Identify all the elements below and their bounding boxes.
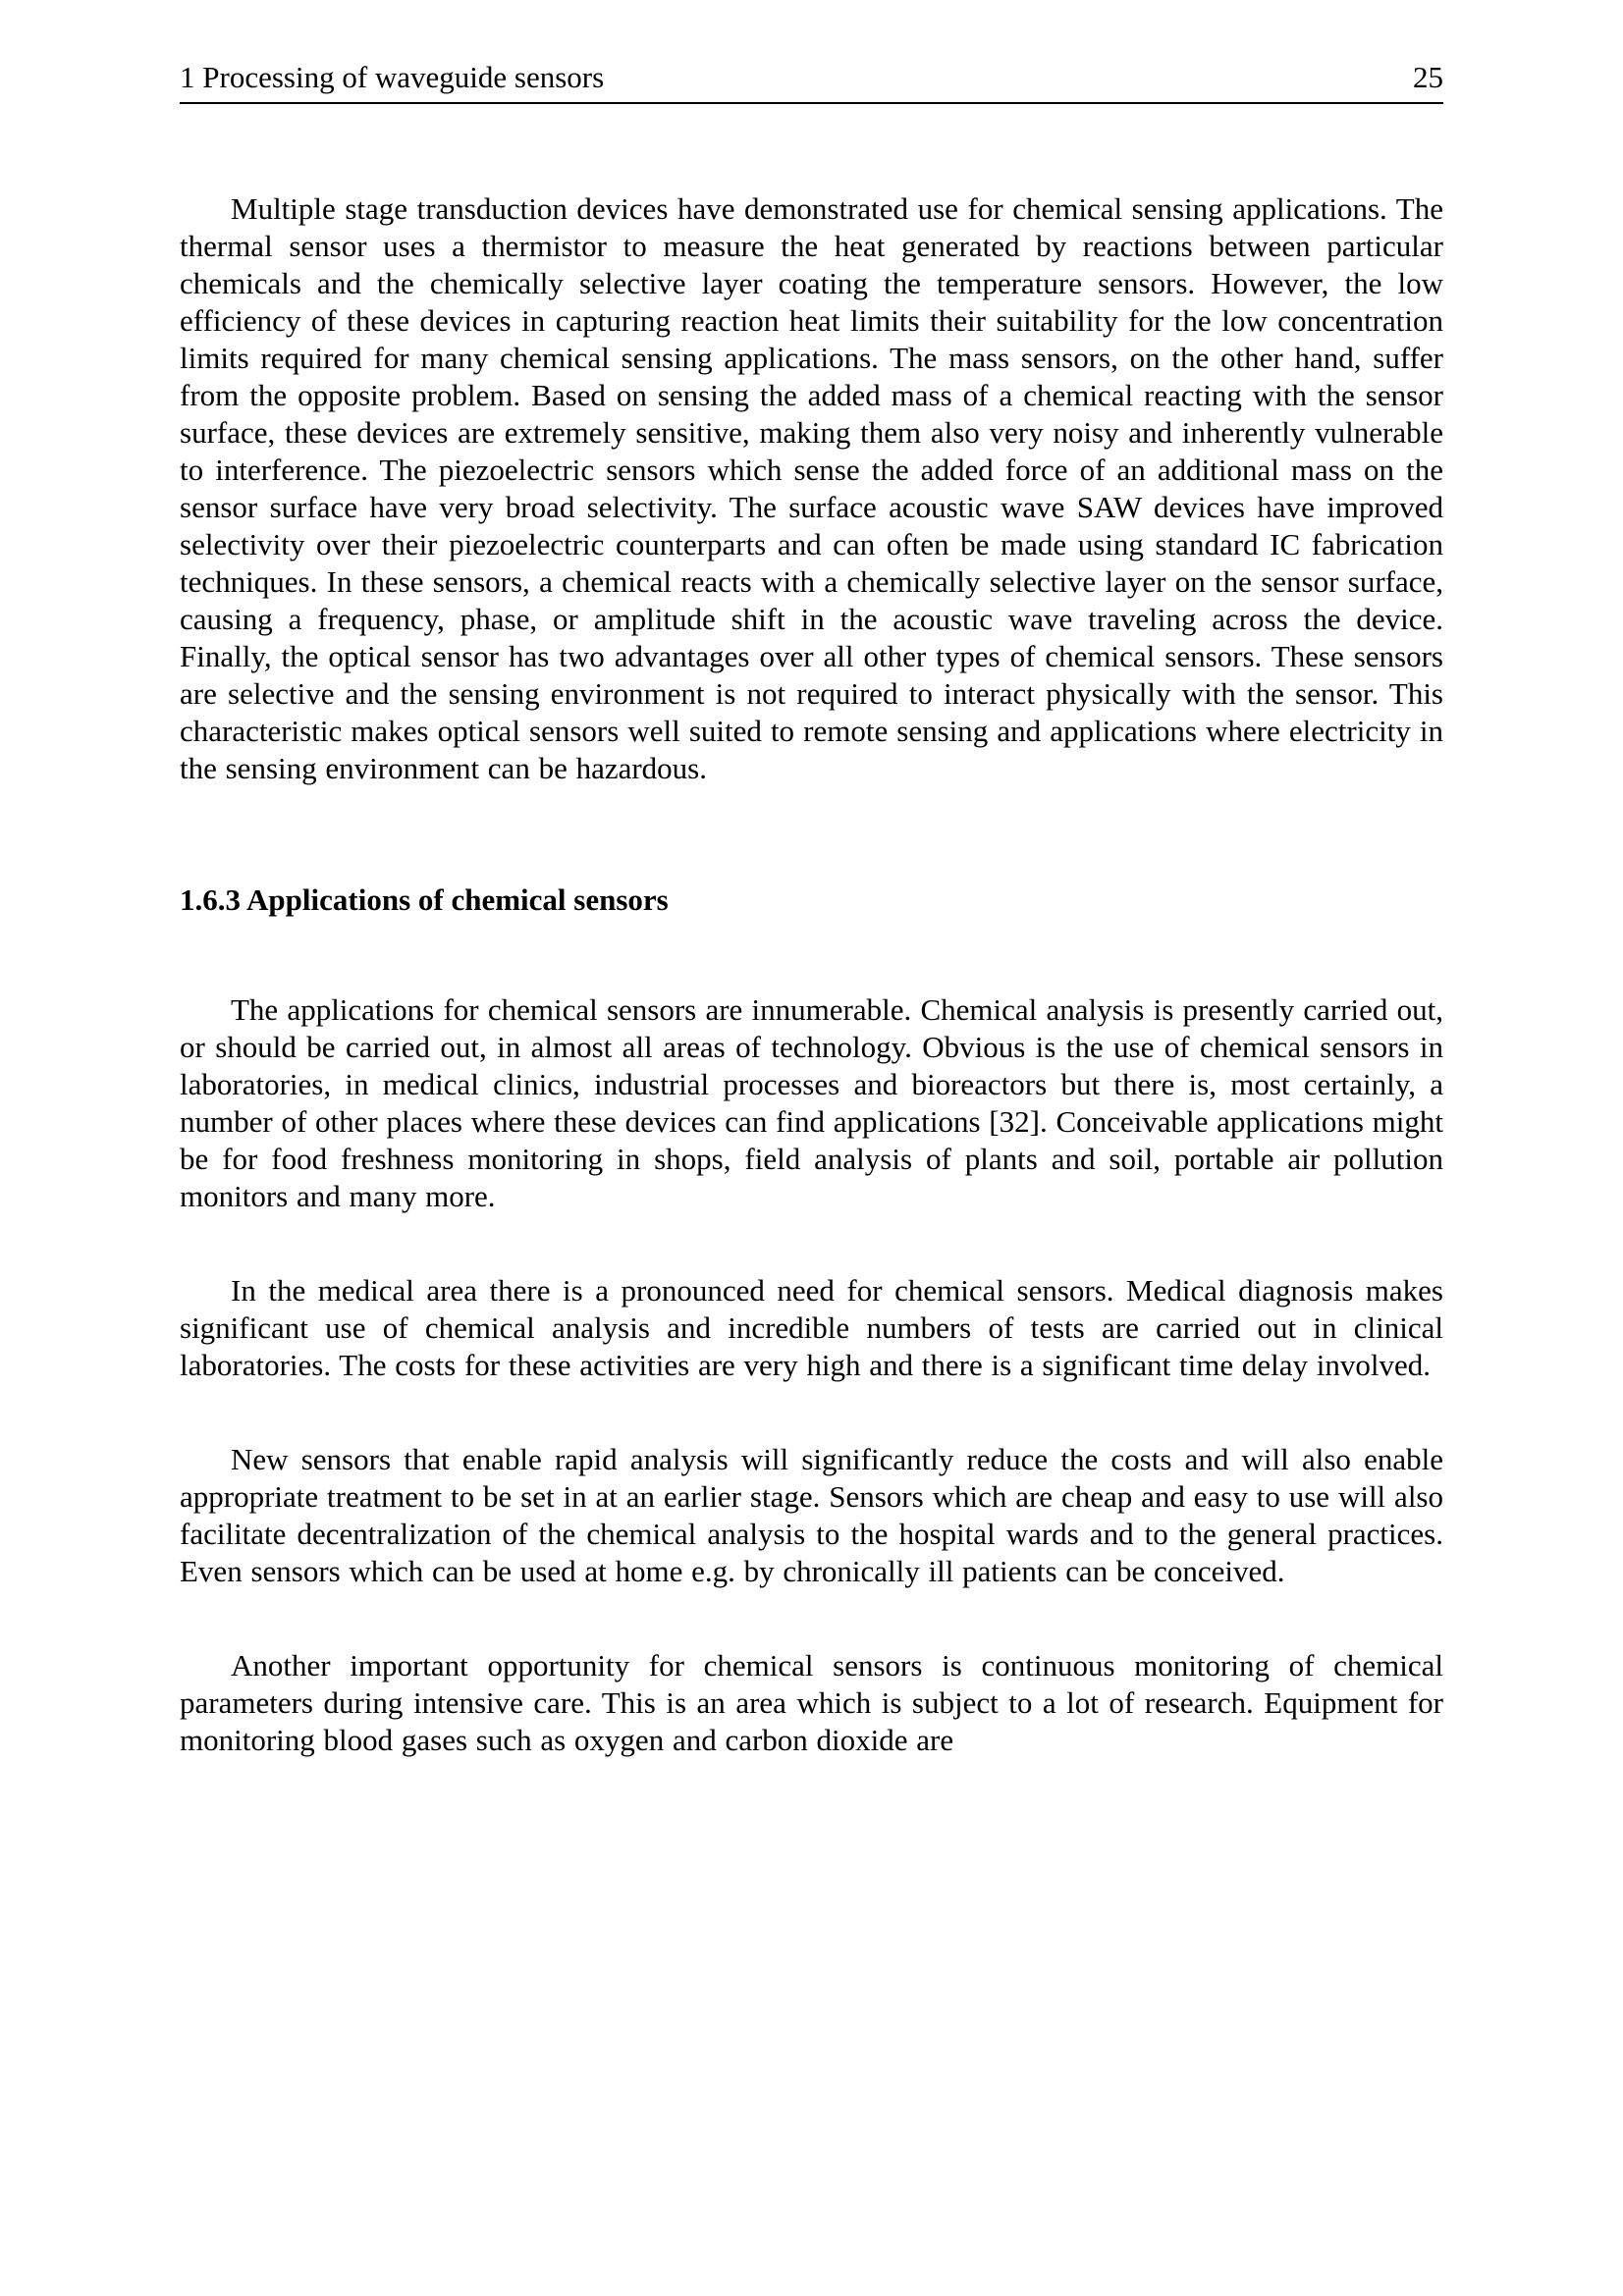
body-paragraph-5: Another important opportunity for chemical sensors is continuous monitoring of chemical parameters during intensive care. This is an area which is subject to a lot of research. Equipment for monitoring blood gases such as oxygen and carbon dioxide are	[180, 1648, 1443, 1757]
running-header-title: 1 Processing of waveguide sensors	[180, 60, 605, 94]
body-paragraph-1: Multiple stage transduction devices have demonstrated use for chemical sensing applications. The thermal sensor uses a thermistor to measure the heat generated by reactions between particular chemicals and the chemically selective layer coating the temperature sensors. However, the low efficiency of these devices in capturing reaction heat limits their suitability for the low concentration limits required for many chemical sensing applications. The mass sensors, on the other hand, suffer from the opposite problem. Based on sensing the added mass of a chemical reacting with the sensor surface, these devices are extremely sensitive, making them also very noisy and inherently vulnerable to interference. The piezoelectric sensors which sense the added force of an additional mass on the sensor surface have very broad selectivity. The surface acoustic wave SAW devices have improved selectivity over their piezoelectric counterparts and can often be made using standard IC fabrication techniques. In these sensors, a chemical reacts with a chemically selective layer on the sensor surface, causing a frequency, phase, or amplitude shift in the acoustic wave traveling across the device. Finally, the optical sensor has two advantages over all other types of chemical sensors. These sensors are selective and the sensing environment is not required to interact physically with the sensor. This characteristic makes optical sensors well suited to remote sensing and applications where electricity in the sensing environment can be hazardous.	[180, 191, 1443, 785]
running-header	[180, 0, 1443, 94]
header-rule	[180, 102, 1443, 104]
page-number: 25	[1413, 60, 1443, 94]
body-paragraph-4: New sensors that enable rapid analysis will significantly reduce the costs and will also enable appropriate treatment to be set in at an earlier stage. Sensors which are cheap and easy to use will also facilitate decentralization of the chemical analysis to the hospital wards and to the general practices. Even sensors which can be used at home e.g. by chronically ill patients can be conceived.	[180, 1442, 1443, 1588]
section-heading: 1.6.3 Applications of chemical sensors	[180, 882, 669, 917]
page-content	[180, 0, 1443, 1759]
body-paragraph-2: The applications for chemical sensors are innumerable. Chemical analysis is presently carried out, or should be carried out, in almost all areas of technology. Obvious is the use of chemical sensors in laboratories, in medical clinics, industrial processes and bioreactors but there is, most certainly, a number of other places where these devices can find applications [32]. Conceivable applications might be for food freshness monitoring in shops, field analysis of plants and soil, portable air pollution monitors and many more.	[180, 992, 1444, 1213]
body-paragraph-3: In the medical area there is a pronounced need for chemical sensors. Medical diagnosis makes significant use of chemical analysis and incredible numbers of tests are carried out in clinical laboratories. The costs for these activities are very high and there is a significant time delay involved.	[180, 1273, 1443, 1382]
